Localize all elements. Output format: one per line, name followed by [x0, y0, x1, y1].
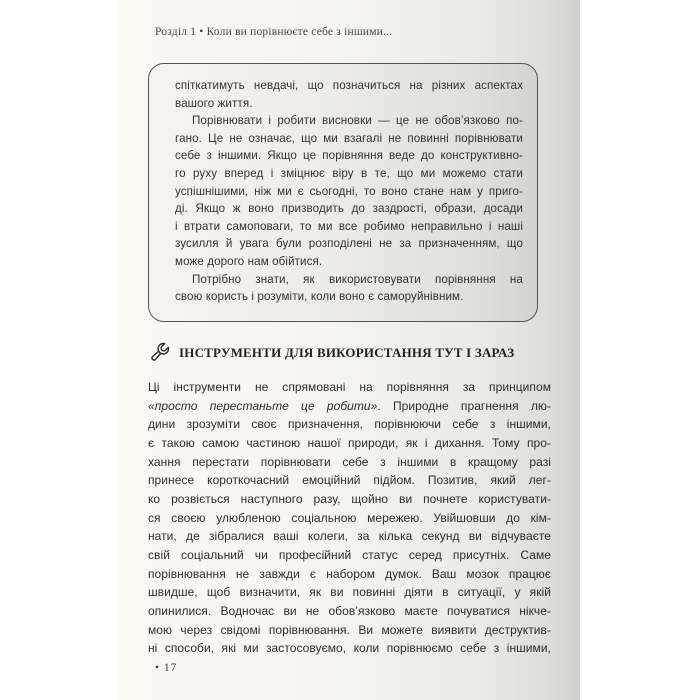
wrench-icon — [146, 340, 172, 366]
italic-phrase: «просто перестаньте це робити» — [148, 398, 378, 413]
body-line-text: . Природне прагнення лю- — [377, 398, 551, 413]
quote-line: гано. Це не означає, що ми взагалі не повинні порівнювати — [175, 131, 523, 145]
body-line: мою через свідомі порівнювання. Ви можете виявити деструктив- — [148, 622, 551, 637]
quote-line: зусилля й увага були розподілені не за призначенням, що — [175, 237, 523, 251]
body-line: дини зрозуміти своє призначення, порівнюючи себе з іншими, — [148, 417, 551, 432]
section-heading — [146, 340, 514, 366]
body-line: є такою самою частиною нашої природи, як і дихання. Тому про- — [148, 435, 551, 450]
quote-line: Потрібно знати, як використовувати порівняння на — [192, 272, 523, 286]
running-header: Розділ 1 • Коли ви порівнюєте себе з іншими... — [155, 26, 393, 38]
body-line: ні способи, які ми застосовуємо, коли порівнюємо себе з іншими, — [148, 641, 551, 656]
body-line: порівнювання не завжди є набором думок. Ваш мозок працює — [148, 566, 551, 581]
quote-line: може дорого нам обійтися. — [175, 254, 323, 268]
quote-line: успішнішими, ніж ми є сьогодні, то воно стане нам у приго- — [175, 184, 523, 198]
quote-line: спіткатимуть невдачі, що позначиться на різних аспектах — [175, 79, 523, 92]
body-line — [148, 397, 551, 416]
body-line: Ці інструменти не спрямовані на порівняння за принципом — [148, 380, 551, 394]
body-line: принесе короткочасний емоційний підйом. Позитив, який лег- — [148, 473, 551, 488]
body-line: нати, де зібралися ваші колеги, за кілька секунд ви відчуваєте — [148, 529, 551, 544]
body-line: опинилися. Водночас ви не обов’язково маєте почуватися нікче- — [148, 603, 551, 618]
quote-line: вашого життя. — [175, 96, 253, 110]
book-page — [118, 0, 580, 700]
body-line: швидше, щоб визначити, як ви повинні діяти в ситуації, у якій — [148, 585, 551, 600]
page-number: • 17 — [155, 662, 178, 674]
quote-line: свою користь і розуміти, коли воно є саморуйнівним. — [175, 290, 464, 304]
body-line: ся своєю улюбленою соціальною мережею. Увійшовши до кім- — [148, 510, 551, 525]
body-line: ко розвіється наступного разу, щойно ви почнете користувати- — [148, 491, 551, 506]
quote-line: ді. Якщо ж воно призводить до заздрості, образи, досади — [175, 202, 523, 216]
quote-line: го руху вперед і зміцнює віру в те, що ми можемо стати — [175, 166, 523, 180]
quote-line: Порівнювати і робити висновки — це не обов’язково по- — [192, 114, 523, 128]
quote-box — [148, 63, 538, 322]
section-title: ІНСТРУМЕНТИ ДЛЯ ВИКОРИСТАННЯ ТУТ І ЗАРАЗ — [179, 345, 515, 360]
quote-line: і втрати самоповаги, то ми все робимо неправильно і наші — [175, 219, 523, 233]
body-line: свій соціальний чи професійний статус серед присутніх. Саме — [148, 547, 551, 562]
body-text — [148, 378, 551, 658]
body-line: хання перестати порівнювати себе з іншими в кращому разі — [148, 454, 551, 469]
quote-line: себе з іншими. Якщо це порівняння веде до конструктивно- — [175, 149, 523, 163]
